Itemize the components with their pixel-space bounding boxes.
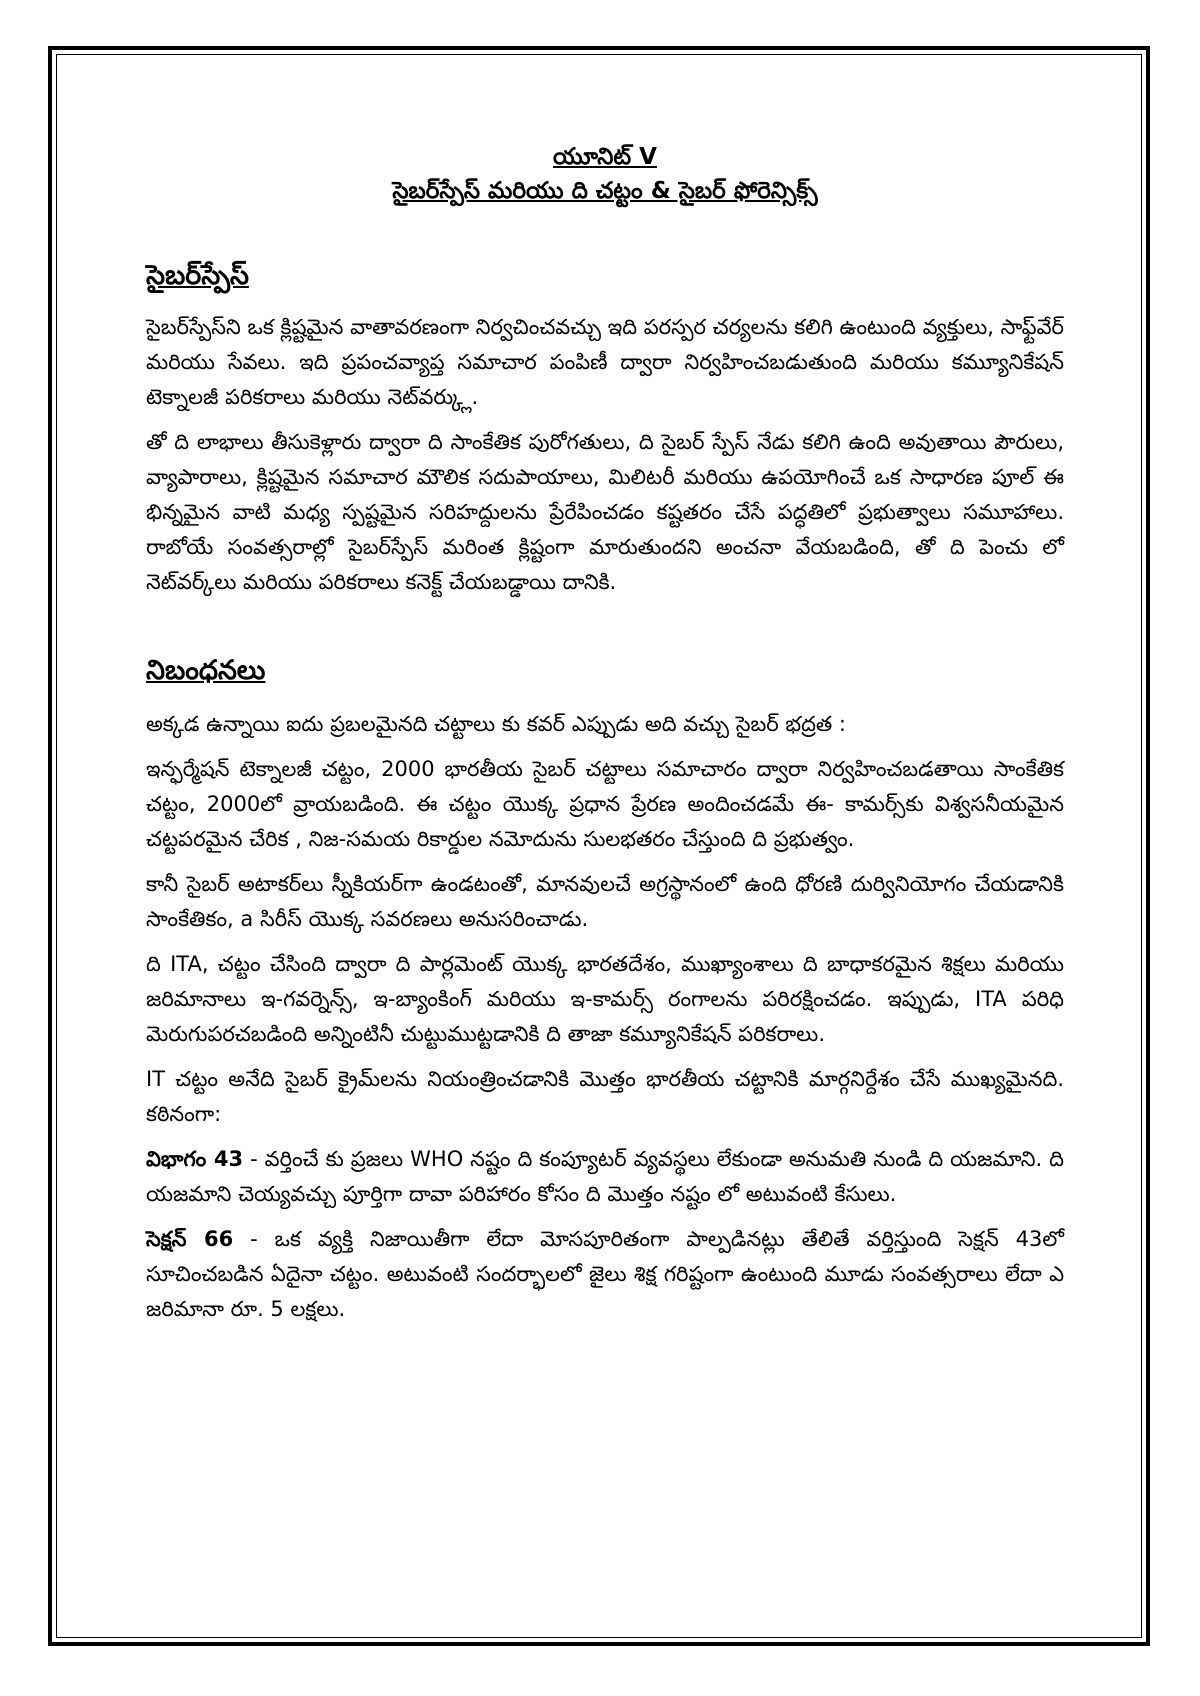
section-heading-regulations: నిబంధనలు <box>146 655 266 686</box>
document-body <box>146 140 1064 1337</box>
section-43-paragraph <box>146 1142 1064 1212</box>
paragraph: IT చట్టం అనేది సైబర్ క్రైమ్‌లను నియంత్రించడానికి మొత్తం భారతీయ చట్టానికి మార్గనిర్దేశం చేసే ముఖ్యమైనది. కఠినంగా: <box>146 1067 1064 1126</box>
section-43-label: విభాగం 43 <box>146 1147 244 1171</box>
paragraph-intro: అక్కడ ఉన్నాయి ఐదు ప్రబలమైనది చట్టాలు కు కవర్ ఎప్పుడు అది వచ్చు సైబర్ భద్రత : <box>146 712 846 736</box>
section-heading-cyberspace: సైబర్‌స్పేస్ <box>146 260 249 291</box>
paragraph: ది ITA, చట్టం చేసింది ద్వారా ది పార్లమెంట్ యొక్క భారతదేశం, ముఖ్యాంశాలు ది బాధాకరమైన శిక్షలు మరియు జరిమానాలు ఇ-గవర్నెన్స్, ఇ-బ్యాంకింగ్ మరియు ఇ-కామర్స్ రంగాలను పరిరక్షించడం. ఇప్పుడు, ITA పరిధి మెరుగుపరచబడింది అన్నింటినీ చుట్టుముట్టడానికి ది తాజా కమ్యూనికేషన్ పరికరాలు. <box>146 952 1064 1046</box>
section-43-text: - వర్తించే కు ప్రజలు WHO నష్టం ది కంప్యూటర్ వ్యవస్థలు లేకుండా అనుమతి నుండి ది యజమాని. ది యజమాని చెయ్యవచ్చు పూర్తిగా దావా పరిహారం కోసం ది మొత్తం నష్టం లో అటువంటి కేసులు. <box>146 1147 1064 1206</box>
paragraph: తో ది లాభాలు తీసుకెళ్లారు ద్వారా ది సాంకేతిక పురోగతులు, ది సైబర్ స్పేస్ నేడు కలిగి ఉంది అవుతాయి పౌరులు, వ్యాపారాలు, క్లిష్టమైన సమాచార మౌలిక సదుపాయాలు, మిలిటరీ మరియు ఉపయోగించే ఒక సాధారణ పూల్ ఈ భిన్నమైన వాటి మధ్య స్పష్టమైన సరిహద్దులను ప్రేరేపించడం కష్టతరం చేసే పద్ధతిలో ప్రభుత్వాలు సమూహాలు. రాబోయే సంవత్సరాల్లో సైబర్‌స్పేస్ మరింత క్లిష్టంగా మారుతుందని అంచనా వేయబడింది, తో ది పెంచు లో నెట్‌వర్క్‌లు మరియు పరికరాలు కనెక్ట్ చేయబడ్డాయి దానికి. <box>146 430 1064 594</box>
document-subtitle: సైబర్‌స్పేస్ మరియు ది చట్టం & సైబర్ ఫోరెన్సిక్స్ <box>392 178 818 204</box>
section-66-label: సెక్షన్ 66 <box>146 1227 234 1251</box>
paragraph: సైబర్‌స్పేస్‌ని ఒక క్లిష్టమైన వాతావరణంగా నిర్వచించవచ్చు ఇది పరస్పర చర్యలను కలిగి ఉంటుంది వ్యక్తులు, సాఫ్ట్‌వేర్ మరియు సేవలు. ఇది ప్రపంచవ్యాప్త సమాచార పంపిణీ ద్వారా నిర్వహించబడుతుంది మరియు కమ్యూనికేషన్ టెక్నాలజీ పరికరాలు మరియు నెట్‌వర్క్లు. <box>146 315 1064 409</box>
document-title: యూనిట్ V <box>553 144 657 170</box>
section-66-text: - ఒక వ్యక్తి నిజాయితీగా లేదా మోసపూరితంగా పాల్పడినట్లు తేలితే వర్తిస్తుంది సెక్షన్ 43లో సూచించబడిన ఏదైనా చట్టం. అటువంటి సందర్భాలలో జైలు శిక్ష గరిష్టంగా ఉంటుంది మూడు సంవత్సరాలు లేదా ఎ జరిమానా రూ. 5 లక్షలు. <box>146 1227 1064 1321</box>
section-66-paragraph <box>146 1222 1064 1327</box>
paragraph: ఇన్ఫర్మేషన్ టెక్నాలజీ చట్టం, 2000 భారతీయ సైబర్ చట్టాలు సమాచారం ద్వారా నిర్వహించబడతాయి సాంకేతిక చట్టం, 2000లో వ్రాయబడింది. ఈ చట్టం యొక్క ప్రధాన ప్రేరణ అందించడమే ఈ- కామర్స్‌కు విశ్వసనీయమైన చట్టపరమైన చేరిక , నిజ-సమయ రికార్డుల నమోదును సులభతరం చేస్తుంది ది ప్రభుత్వం. <box>146 757 1064 851</box>
paragraph: కానీ సైబర్ అటాకర్‌లు స్నీకియర్‌గా ఉండటంతో, మానవులచే అగ్రస్థానంలో ఉంది ధోరణి దుర్వినియోగం చేయడానికి సాంకేతికం, a సిరీస్ యొక్క సవరణలు అనుసరించాడు. <box>146 872 1064 931</box>
